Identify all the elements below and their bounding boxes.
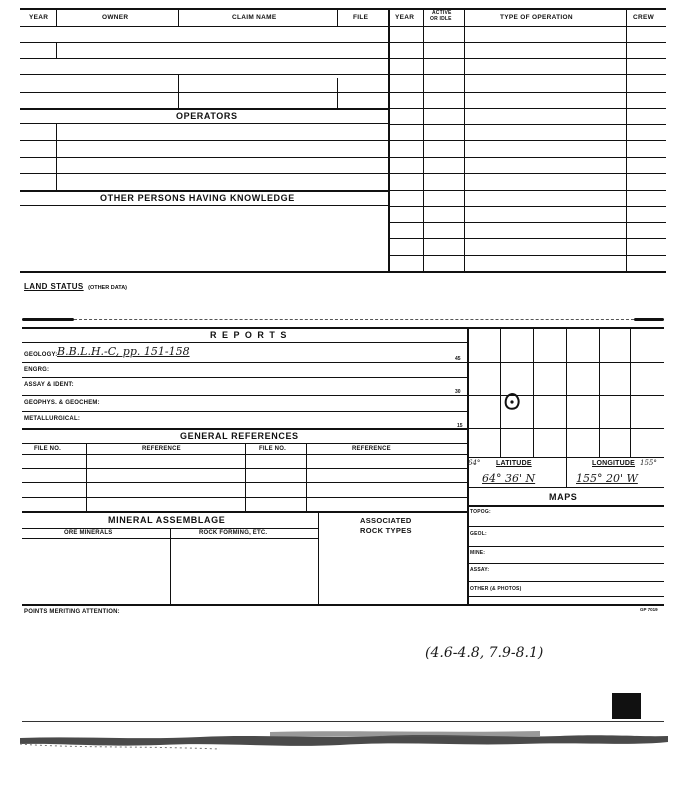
- scan-smudge-band: [20, 724, 668, 752]
- grid-line: [467, 428, 664, 429]
- scan-rule: [22, 721, 664, 722]
- assay-label: ASSAY & IDENT:: [24, 382, 74, 388]
- operators-title: OPERATORS: [176, 111, 238, 121]
- maps-title: MAPS: [549, 492, 578, 502]
- maps-other: OTHER (& PHOTOS): [470, 586, 522, 592]
- metallurgical-label: METALLURGICAL:: [24, 416, 81, 422]
- right-row-rule: [388, 222, 666, 223]
- col-header-claim-name: CLAIM NAME: [232, 14, 277, 21]
- grid-line: [533, 327, 534, 457]
- right-row-rule: [388, 58, 666, 59]
- col-header-type-of-operation: TYPE OF OPERATION: [500, 14, 573, 21]
- table-top-border: [20, 8, 666, 10]
- longitude-label: LONGITUDE: [592, 460, 636, 467]
- rule: [22, 511, 467, 513]
- row-rule: [20, 92, 388, 93]
- ref-header-reference-2: REFERENCE: [352, 446, 391, 452]
- right-row-rule: [388, 108, 666, 109]
- grid-line: [467, 395, 664, 396]
- scale-15: 15: [457, 423, 463, 429]
- scan-edge-line: [22, 318, 664, 321]
- col-header-file: FILE: [353, 14, 369, 21]
- row-rule: [20, 157, 388, 158]
- latitude-label: LATITUDE: [496, 460, 532, 467]
- points-meriting-attention: POINTS MERITING ATTENTION:: [24, 609, 120, 615]
- handwritten-annotation: (4.6-4.8, 7.9-8.1): [425, 645, 544, 661]
- maps-mine: MINE:: [470, 550, 486, 556]
- divider-owner-body: [178, 74, 179, 108]
- geophys-label: GEOPHYS. & GEOCHEM:: [24, 400, 100, 406]
- rule: [22, 428, 467, 430]
- ref-header-file-no-1: FILE NO.: [34, 446, 61, 452]
- section-rule: [20, 108, 388, 110]
- reports-top-border: [22, 327, 664, 329]
- ref-divider: [86, 443, 87, 511]
- rule: [467, 526, 664, 527]
- ref-divider: [306, 443, 307, 511]
- rule: [22, 362, 467, 363]
- row-rule: [20, 205, 388, 206]
- row-rule: [20, 173, 388, 174]
- rule: [22, 395, 467, 396]
- right-row-rule: [388, 206, 666, 207]
- land-status-sub: (OTHER DATA): [88, 285, 128, 291]
- associated-rock-types-1: ASSOCIATED: [360, 516, 412, 525]
- col-header-or-idle: OR IDLE: [430, 16, 452, 22]
- land-status-label: [24, 276, 127, 294]
- right-row-rule: [388, 157, 666, 158]
- lat-long-divider: [566, 457, 567, 487]
- row-rule: [20, 58, 388, 59]
- engrg-label: ENGRG:: [24, 367, 50, 373]
- rule: [467, 487, 664, 488]
- right-row-rule: [388, 140, 666, 141]
- scale-30: 30: [455, 389, 461, 395]
- rule: [22, 411, 467, 412]
- rule: [22, 342, 467, 343]
- right-row-rule: [388, 238, 666, 239]
- ore-minerals-header: ORE MINERALS: [64, 530, 113, 536]
- mineral-assemblage-title: MINERAL ASSEMBLAGE: [108, 515, 226, 525]
- general-references-title: GENERAL REFERENCES: [180, 431, 299, 441]
- divider-year-body: [56, 42, 57, 58]
- grid-line: [599, 327, 600, 457]
- associated-rock-types-2: ROCK TYPES: [360, 526, 412, 535]
- scale-45: 45: [455, 356, 461, 362]
- mineral-divider: [170, 528, 171, 604]
- longitude-value: 155° 20' W: [576, 472, 638, 485]
- grid-line: [500, 327, 501, 457]
- rock-forming-header: ROCK FORMING, ETC.: [199, 530, 268, 536]
- divider-claim: [337, 8, 338, 26]
- corner-right-degree: 155°: [640, 459, 657, 467]
- other-persons-title: OTHER PERSONS HAVING KNOWLEDGE: [100, 193, 295, 203]
- right-row-rule: [388, 74, 666, 75]
- table-bottom-border: [20, 271, 666, 273]
- ref-header-reference-1: REFERENCE: [142, 446, 181, 452]
- maps-topog: TOPOG:: [470, 509, 491, 515]
- geology-label: GEOLOGY:: [24, 352, 58, 358]
- black-square-mark: [612, 693, 641, 719]
- divider-year: [56, 8, 57, 26]
- form-code: GP 7019: [640, 607, 658, 612]
- row-rule: [20, 74, 388, 75]
- reports-bottom-border: [22, 604, 664, 606]
- rule: [467, 596, 664, 597]
- corner-left-degree: 64°: [468, 459, 481, 467]
- rule: [467, 581, 664, 582]
- geology-value: B.B.L.H.-C, pp. 151-158: [57, 345, 190, 358]
- location-marker-icon: [503, 392, 521, 412]
- rule: [467, 505, 664, 507]
- grid-line: [566, 327, 567, 457]
- divider-operators: [56, 123, 57, 190]
- col-header-active: ACTIVE: [432, 10, 452, 16]
- latitude-value: 64° 36' N: [482, 472, 536, 485]
- maps-geol: GEOL:: [470, 531, 487, 537]
- divider-owner: [178, 8, 179, 26]
- col-header-crew: CREW: [633, 14, 655, 21]
- grid-line: [467, 362, 664, 363]
- right-row-rule: [388, 124, 666, 125]
- rule: [467, 563, 664, 564]
- right-row-rule: [388, 190, 666, 191]
- row-rule: [20, 123, 388, 124]
- row-rule: [20, 42, 388, 43]
- mineral-divider: [318, 511, 319, 604]
- col-header-owner: OWNER: [102, 14, 129, 21]
- rule: [22, 377, 467, 378]
- ref-divider: [245, 443, 246, 511]
- right-row-rule: [388, 173, 666, 174]
- land-status-main: LAND STATUS: [24, 282, 84, 291]
- ref-header-file-no-2: FILE NO.: [259, 446, 286, 452]
- table-header-rule: [20, 26, 666, 27]
- maps-assay: ASSAY:: [470, 567, 490, 573]
- section-rule: [20, 190, 388, 192]
- divider-claim-body: [337, 78, 338, 108]
- grid-line: [630, 327, 631, 457]
- col-header-year: YEAR: [29, 14, 49, 21]
- reports-title: R E P O R T S: [210, 330, 288, 340]
- right-row-rule: [388, 42, 666, 43]
- rule: [467, 546, 664, 547]
- col-header-year-2: YEAR: [395, 14, 415, 21]
- right-row-rule: [388, 92, 666, 93]
- row-rule: [20, 140, 388, 141]
- right-row-rule: [388, 255, 666, 256]
